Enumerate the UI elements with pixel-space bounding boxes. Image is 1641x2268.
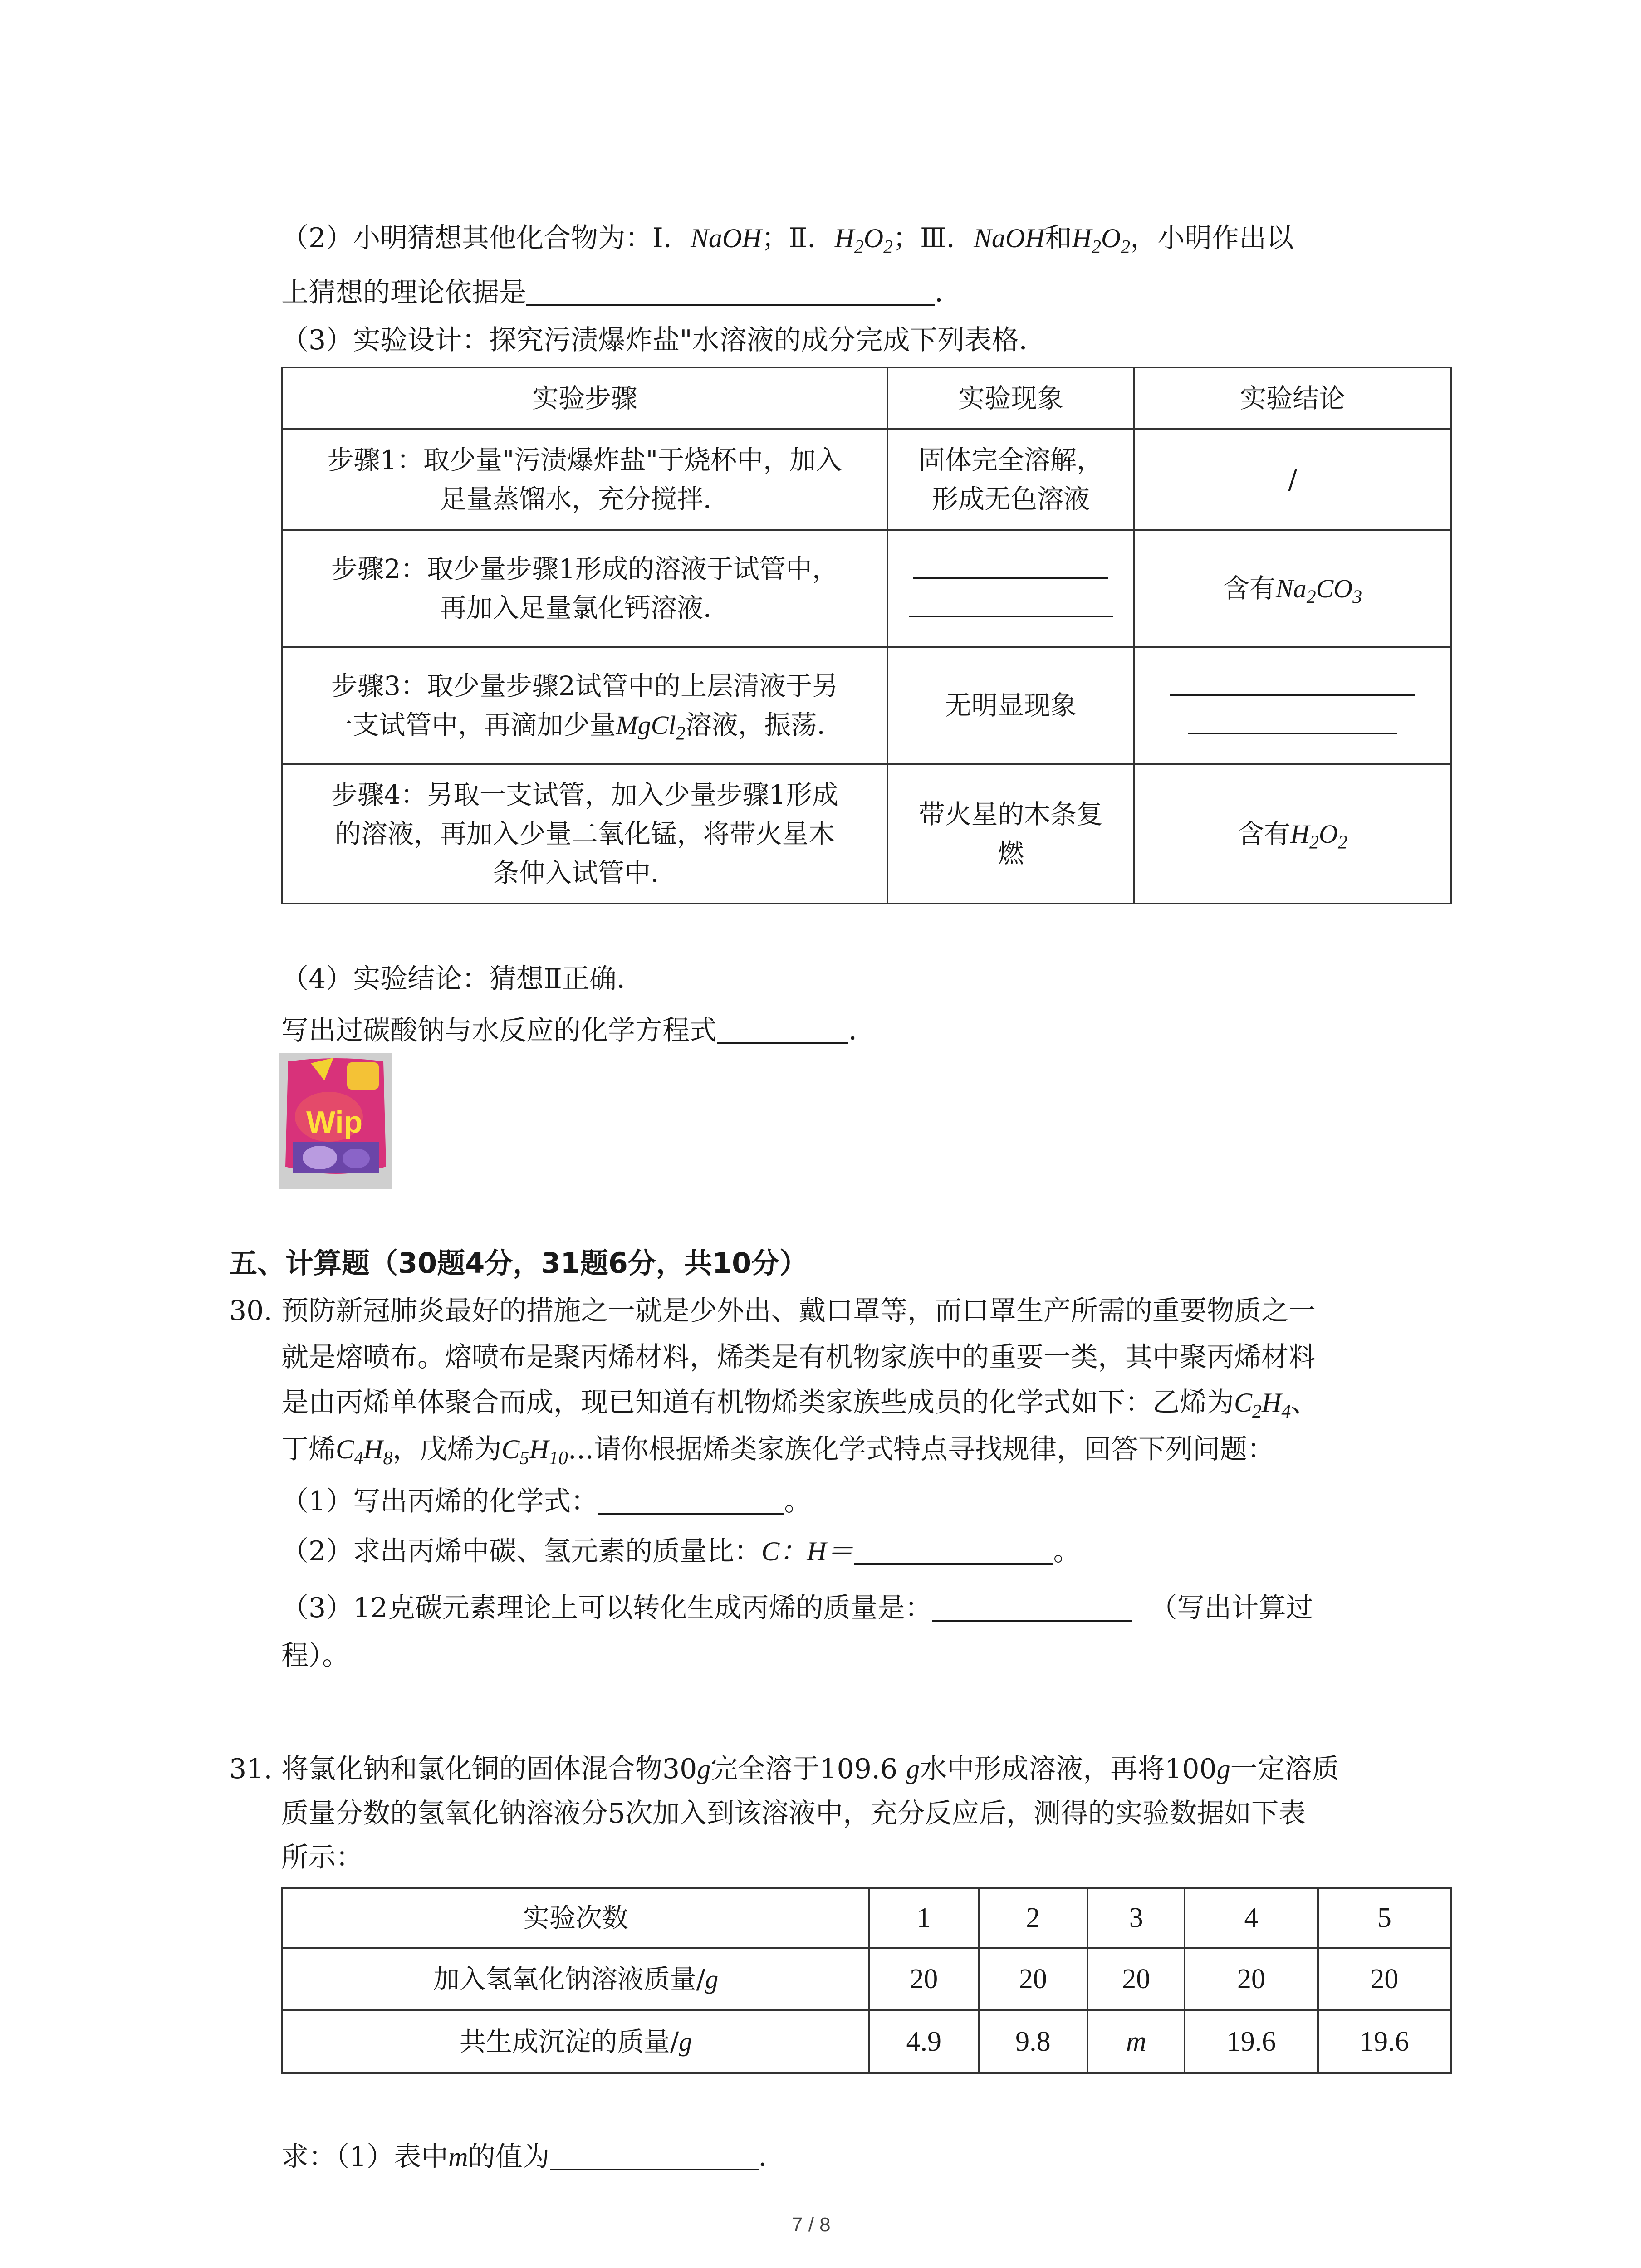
conclusion-cell[interactable] <box>1134 647 1451 764</box>
table-cell: 20 <box>1318 1948 1451 2010</box>
q30-line3: 是由丙烯单体聚合而成，现已知道有机物烯类家族些成员的化学式如下：乙烯为$C_2H_4$、 <box>281 1387 1318 1422</box>
answer-blank[interactable] <box>932 1593 1132 1622</box>
table-row <box>282 530 1451 647</box>
answer-blank[interactable] <box>526 277 935 306</box>
brand-logo-text: Wip <box>306 1105 363 1139</box>
q29-part2-line2: 上猜想的理论依据是 ． <box>281 277 962 308</box>
answer-blank[interactable] <box>913 559 1108 579</box>
trial-header: 5 <box>1318 1888 1451 1948</box>
table-cell: 20 <box>1185 1948 1318 2010</box>
step-cell: 步骤4：另取一支试管，加入少量步骤1形成 的溶液，再加入少量二氧化锰，将带火星木 条伸入试管中． <box>282 764 887 904</box>
header-conclusion: 实验结论 <box>1134 367 1451 429</box>
answer-blank[interactable] <box>854 1536 1053 1565</box>
table-cell: m <box>1087 2010 1185 2073</box>
table-row <box>282 429 1451 530</box>
q29-part3: （3）实验设计：探究污渍爆炸盐"水溶液的成分完成下列表格． <box>281 324 1046 356</box>
q29-equation-prompt: 写出过碳酸钠与水反应的化学方程式 ． <box>281 1015 876 1046</box>
q30-line1: 预防新冠肺炎最好的措施之一就是少外出、戴口罩等，而口罩生产所需的重要物质之一 <box>281 1295 1316 1327</box>
table-cell: 4.9 <box>869 2010 979 2073</box>
q31-number: 31. <box>229 1753 273 1785</box>
q29-part2-line1: （2）小明猜想其他化合物为：Ⅰ．NaOH；Ⅱ．$H_2O_2$；Ⅲ．NaOH和$H_2O_2$，小明作出以 <box>281 222 1294 258</box>
q30-line4: 丁烯$C_4H_8$，戊烯为$C_5H_{10}$...请你根据烯类家族化学式特点寻找规律，回答下列问题： <box>281 1433 1274 1469</box>
table-row <box>282 2010 1451 2073</box>
answer-blank[interactable] <box>909 597 1113 617</box>
detergent-bag-illustration <box>279 1053 392 1189</box>
answer-blank[interactable] <box>717 1015 848 1044</box>
trial-header: 1 <box>869 1888 979 1948</box>
row-label: 共生成沉淀的质量/g <box>282 2010 869 2073</box>
table-cell: 9.8 <box>979 2010 1088 2073</box>
table-row <box>282 647 1451 764</box>
trial-header: 3 <box>1087 1888 1185 1948</box>
table-cell: 20 <box>869 1948 979 2010</box>
q30-sub3: （3）12克碳元素理论上可以转化生成丙烯的质量是： （写出计算过 <box>281 1592 1313 1624</box>
data-table <box>281 1887 1452 2074</box>
q31-line1: 将氯化钠和氯化铜的固体混合物30g完全溶于109.6 g水中形成溶液，再将100g一定溶质 <box>281 1753 1339 1785</box>
q31-ask: 求：（1）表中m的值为 ． <box>281 2141 786 2173</box>
trial-header: 2 <box>979 1888 1088 1948</box>
step-cell: 步骤1：取少量"污渍爆炸盐"于烧杯中，加入 足量蒸馏水，充分搅拌． <box>282 429 887 530</box>
conclusion-cell: 含有$H_2O_2$ <box>1134 764 1451 904</box>
q30-number: 30. <box>229 1295 273 1327</box>
q30-line2: 就是熔喷布。熔喷布是聚丙烯材料，烯类是有机物家族中的重要一类，其中聚丙烯材料 <box>281 1341 1316 1373</box>
table-cell: 19.6 <box>1185 2010 1318 2073</box>
section-title: 五、计算题（30题4分，31题6分，共10分） <box>229 1246 808 1280</box>
q29-part4: （4）实验结论：猜想Ⅱ正确． <box>281 963 644 995</box>
q30-sub2: （2）求出丙烯中碳、氢元素的质量比：C：H＝ 。 <box>281 1535 1081 1567</box>
experiment-table <box>281 367 1452 904</box>
conclusion-cell: 含有$Na_2CO_3$ <box>1134 530 1451 647</box>
page-number: 7 / 8 <box>792 2214 831 2236</box>
answer-blank[interactable] <box>1170 676 1415 696</box>
product-image <box>279 1053 392 1189</box>
q31-line2: 质量分数的氢氧化钠溶液分5次加入到该溶液中，充分反应后，测得的实验数据如下表 <box>281 1798 1306 1829</box>
table-cell: 19.6 <box>1318 2010 1451 2073</box>
trial-header: 4 <box>1185 1888 1318 1948</box>
header-phenomenon: 实验现象 <box>887 367 1134 429</box>
phenomenon-cell: 固体完全溶解， 形成无色溶液 <box>887 429 1134 530</box>
answer-blank[interactable] <box>1188 714 1397 734</box>
table-cell: 20 <box>1087 1948 1185 2010</box>
answer-blank[interactable] <box>550 2141 759 2170</box>
row-label: 实验次数 <box>282 1888 869 1948</box>
step-cell: 步骤3：取少量步骤2试管中的上层清液于另 一支试管中，再滴加少量MgCl$_2$溶液，振荡． <box>282 647 887 764</box>
table-row <box>282 764 1451 904</box>
q31-line3: 所示： <box>281 1842 363 1873</box>
step-cell: 步骤2：取少量步骤1形成的溶液于试管中， 再加入足量氯化钙溶液． <box>282 530 887 647</box>
q30-sub3-line2: 程）。 <box>281 1640 349 1672</box>
conclusion-cell: / <box>1134 429 1451 530</box>
table-cell: 20 <box>979 1948 1088 2010</box>
phenomenon-cell[interactable] <box>887 530 1134 647</box>
answer-blank[interactable] <box>598 1486 784 1515</box>
row-label: 加入氢氧化钠溶液质量/g <box>282 1948 869 2010</box>
phenomenon-cell: 带火星的木条复 燃 <box>887 764 1134 904</box>
header-steps: 实验步骤 <box>282 367 887 429</box>
q30-sub1: （1）写出丙烯的化学式： 。 <box>281 1486 812 1517</box>
phenomenon-cell: 无明显现象 <box>887 647 1134 764</box>
table-row <box>282 1948 1451 2010</box>
